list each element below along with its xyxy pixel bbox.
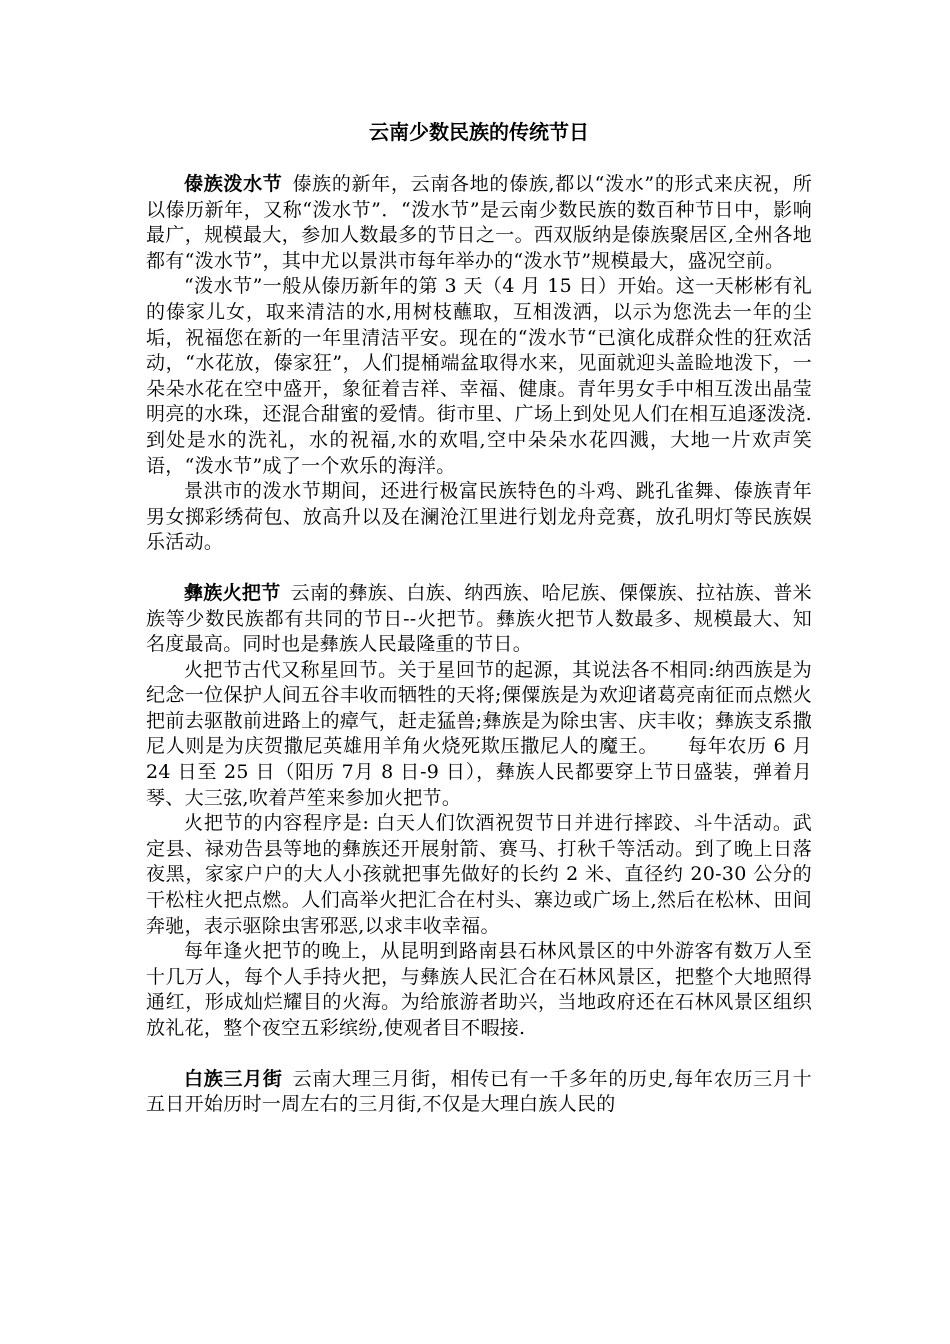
section-third-month-fair bbox=[146, 1067, 812, 1118]
section-heading: 彝族火把节 bbox=[184, 581, 281, 604]
paragraph-text: 云南的彝族、白族、纳西族、哈尼族、傈僳族、拉祜族、普米族等少数民族都有共同的节日--火把节。彝族火把节人数最多、规模最大、知名度最高。同时也是彝族人民最隆重的节日。 bbox=[146, 581, 812, 656]
section-torch-festival bbox=[146, 581, 812, 1042]
paragraph-text: 云南大理三月街，相传已有一千多年的历史,每年农历三月十五日开始历时一周左右的三月街,不仅是大理白族人民的 bbox=[146, 1067, 812, 1116]
paragraph: “泼水节”一般从傣历新年的第 3 天（4 月 15 日）开始。这一天彬彬有礼的傣家儿女，取来清洁的水,用树枝蘸取，互相泼洒，以示为您洗去一年的尘垢，祝福您在新的一年里清洁平安。现在的“泼水节“已演化成群众性的狂欢活动，“水花放，傣家狂”，人们提桶端盆取得水来，见面就迎头盖睑地泼下，一朵朵水花在空中盛开，象征着吉祥、幸福、健康。青年男女手中相互泼出晶莹明亮的水珠，还混合甜蜜的爱情。街市里、广场上到处见人们在相互追逐泼浇.到处是水的洗礼，水的祝福,水的欢唱,空中朵朵水花四溅，大地一片欢声笑语，“泼水节”成了一个欢乐的海洋。 bbox=[146, 275, 812, 477]
paragraph-text: 傣族的新年，云南各地的傣族,都以“泼水”的形式来庆祝，所以傣历新年，又称“泼水节”．“泼水节”是云南少数民族的数百种节日中，影响最广，规模最大，参加人数最多的节日之一。西双版纳是傣族聚居区,全州各地都有“泼水节”，其中尤以景洪市每年举办的“泼水节”规模最大，盛况空前。 bbox=[146, 173, 812, 272]
document-page bbox=[146, 118, 812, 1118]
paragraph: 景洪市的泼水节期间，还进行极富民族特色的斗鸡、跳孔雀舞、傣族青年男女掷彩绣荷包、放高升以及在澜沧江里进行划龙舟竞赛，放孔明灯等民族娱乐活动。 bbox=[146, 480, 812, 554]
section-heading: 白族三月街 bbox=[184, 1067, 283, 1090]
paragraph bbox=[146, 172, 812, 274]
document-title: 云南少数民族的传统节日 bbox=[369, 120, 589, 144]
paragraph: 火把节古代又称星回节。关于星回节的起源，其说法各不相同:纳西族是为纪念一位保护人间五谷丰收而牺牲的天将;傈僳族是为欢迎诸葛亮南征而点燃火把前去驱散前进路上的瘴气，赶走猛兽;彝族是为除虫害、庆丰收；彝族支系撒尼人则是为庆贺撒尼英雄用羊角火烧死欺压撒尼人的魔王。 每年农历 6 月 24 日至 25 日（阳历 7月 8 日-9 日），彝族人民都要穿上节日盛装，弹着月琴、大三弦,吹着芦笙来参加火把节。 bbox=[146, 658, 812, 809]
paragraph: 每年逢火把节的晚上，从昆明到路南县石林风景区的中外游客有数万人至十几万人，每个人手持火把，与彝族人民汇合在石林风景区，把整个大地照得通红，形成灿烂耀目的火海。为给旅游者助兴，当地政府还在石林风景区组织放礼花，整个夜空五彩缤纷,使观者目不暇接. bbox=[146, 940, 812, 1039]
paragraph bbox=[146, 1067, 812, 1118]
section-heading: 傣族泼水节 bbox=[184, 173, 283, 195]
paragraph bbox=[146, 581, 812, 658]
paragraph: 火把节的内容程序是: 白天人们饮酒祝贺节日并进行摔跤、斗牛活动。武定县、禄劝告县等地的彝族还开展射箭、赛马、打秋千等活动。到了晚上日落夜黑，家家户户的大人小孩就把事先做好的长约 2 米、直径约 20-30 公分的干松柱火把点燃。人们高举火把汇合在村头、寨边或广场上,然后在松林、田间奔驰，表示驱除虫害邪恶,以求丰收幸福。 bbox=[146, 812, 812, 937]
section-water-splashing-festival bbox=[146, 172, 812, 556]
